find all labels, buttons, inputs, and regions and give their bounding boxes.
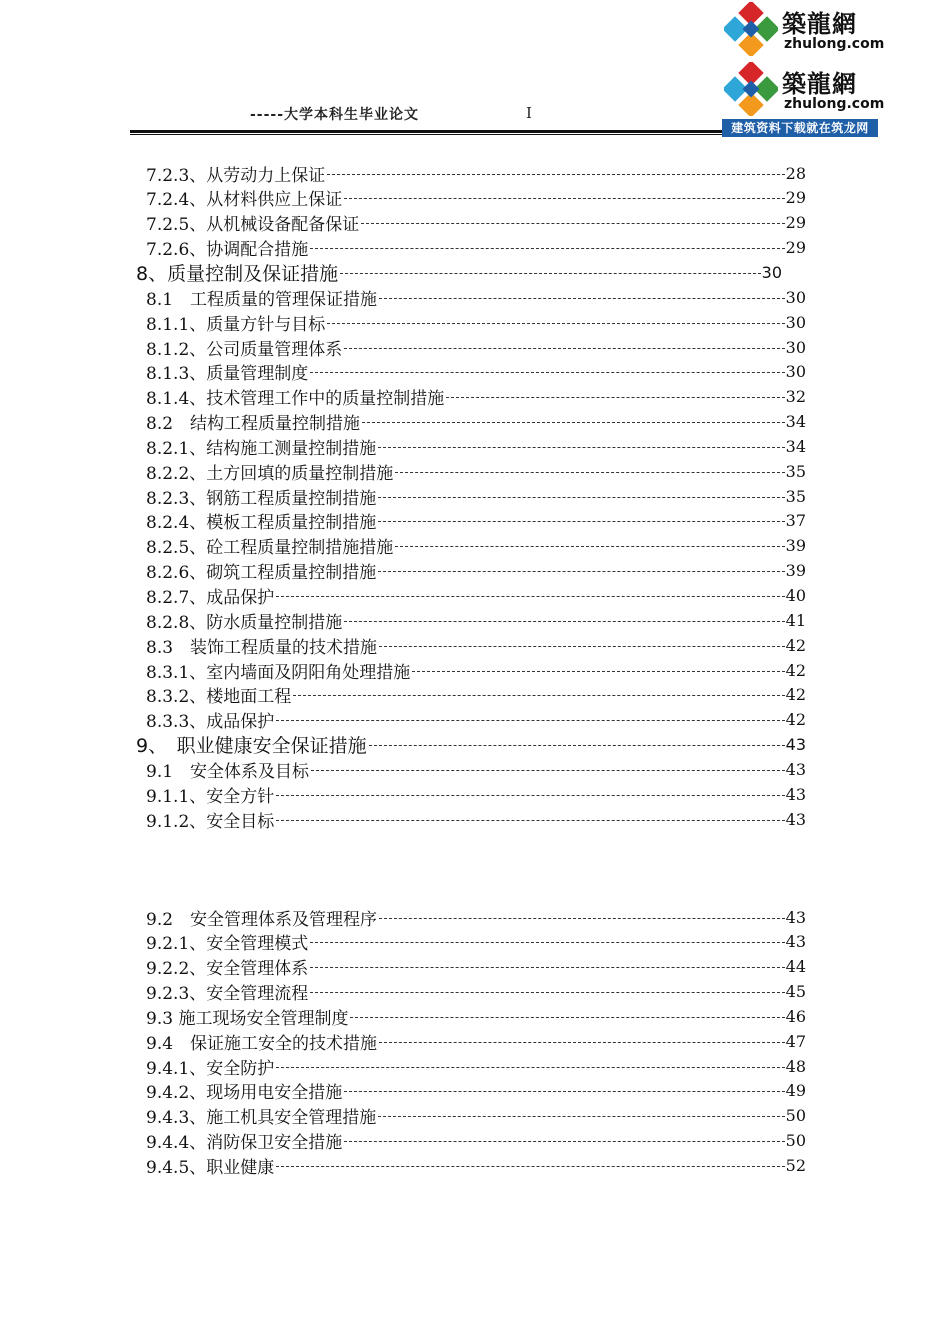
toc-leader-dashes bbox=[379, 1042, 785, 1043]
toc-entry-label: 8、质量控制及保证措施 bbox=[136, 262, 339, 285]
header-title: -----大学本科生毕业论文 bbox=[250, 107, 420, 123]
toc-entry-page: 41 bbox=[785, 610, 806, 630]
toc-entry-label: 8.3.1、室内墙面及阴阳角处理措施 bbox=[146, 662, 411, 683]
toc-entry[interactable] bbox=[146, 1004, 806, 1028]
toc-entry-page: 28 bbox=[785, 163, 806, 183]
toc-entry[interactable] bbox=[146, 955, 806, 979]
zhulong-mark-icon bbox=[724, 62, 778, 116]
toc-leader-dashes bbox=[311, 770, 785, 771]
toc-entry-page: 30 bbox=[785, 337, 806, 357]
toc-leader-dashes bbox=[276, 596, 784, 597]
toc-entry-label: 9.2 安全管理体系及管理程序 bbox=[146, 909, 378, 930]
toc-entry[interactable] bbox=[146, 905, 806, 929]
toc-entry-page: 35 bbox=[785, 486, 806, 506]
toc-entry-page: 34 bbox=[785, 436, 806, 456]
toc-entry[interactable] bbox=[146, 459, 806, 483]
toc-leader-dashes bbox=[361, 223, 784, 224]
zhulong-mark-icon bbox=[724, 2, 778, 56]
toc-entry-label: 7.2.6、协调配合措施 bbox=[146, 240, 309, 261]
toc-entry[interactable] bbox=[146, 1104, 806, 1128]
toc-entry-page: 30 bbox=[785, 362, 806, 382]
toc-entry[interactable] bbox=[146, 608, 806, 632]
toc-entry-page: 46 bbox=[785, 1006, 806, 1026]
toc-entry[interactable] bbox=[146, 807, 806, 831]
toc-entry-page: 43 bbox=[785, 759, 806, 779]
logo-brand-cn: 築龍網 bbox=[782, 70, 857, 98]
toc-entry[interactable] bbox=[146, 335, 806, 359]
toc-leader-dashes bbox=[310, 992, 784, 993]
toc-entry-page: 29 bbox=[785, 213, 806, 233]
toc-entry-page: 50 bbox=[785, 1106, 806, 1126]
toc-entry[interactable] bbox=[146, 161, 806, 185]
toc-entry-label: 8.3.2、楼地面工程 bbox=[146, 687, 292, 708]
toc-entry-page: 47 bbox=[785, 1031, 806, 1051]
toc-entry[interactable] bbox=[146, 708, 806, 732]
toc-entry-page: 29 bbox=[785, 238, 806, 258]
toc-entry-label: 8.1.2、公司质量管理体系 bbox=[146, 339, 343, 360]
toc-entry-label: 9、 职业健康安全保证措施 bbox=[136, 735, 367, 758]
toc-entry[interactable] bbox=[146, 584, 806, 608]
toc-entry[interactable] bbox=[146, 1154, 806, 1178]
toc-entry-label: 8.2.4、模板工程质量控制措施 bbox=[146, 513, 377, 534]
toc-entry-label: 8.2.3、钢筋工程质量控制措施 bbox=[146, 488, 377, 509]
toc-entry-page: 48 bbox=[785, 1056, 806, 1076]
toc-leader-dashes bbox=[276, 1067, 784, 1068]
toc-entry-page: 43 bbox=[785, 735, 806, 755]
toc-entry[interactable] bbox=[146, 559, 806, 583]
toc-entry[interactable] bbox=[146, 360, 806, 384]
logo-banner: 建筑资料下载就在筑龙网 bbox=[722, 119, 878, 137]
toc-entry-label: 8.1.3、质量管理制度 bbox=[146, 364, 309, 385]
toc-entry-page: 39 bbox=[785, 536, 806, 556]
toc-entry[interactable] bbox=[146, 211, 806, 235]
toc-entry[interactable] bbox=[146, 633, 806, 657]
toc-entry-page: 30 bbox=[785, 312, 806, 332]
toc-entry-page: 42 bbox=[785, 635, 806, 655]
toc-leader-dashes bbox=[379, 298, 785, 299]
toc-entry[interactable] bbox=[146, 236, 806, 260]
toc-leader-dashes bbox=[362, 422, 785, 423]
toc-entry-page: 34 bbox=[785, 412, 806, 431]
toc-leader-dashes bbox=[293, 695, 784, 696]
toc-entry-label: 8.1.1、质量方针与目标 bbox=[146, 314, 326, 335]
toc-entry[interactable] bbox=[146, 658, 806, 682]
toc-entry-page: 32 bbox=[785, 387, 806, 407]
toc-entry-page: 44 bbox=[785, 957, 806, 977]
toc-entry-label: 8.1.4、技术管理工作中的质量控制措施 bbox=[146, 389, 445, 410]
toc-entry[interactable] bbox=[146, 385, 806, 409]
toc-entry[interactable] bbox=[136, 733, 806, 757]
toc-entry-label: 8.2.7、成品保护 bbox=[146, 588, 275, 608]
toc-entry-page: 37 bbox=[785, 511, 806, 531]
toc-entry-label: 9.4.5、职业健康 bbox=[146, 1158, 275, 1178]
toc-leader-dashes bbox=[344, 198, 784, 199]
toc-leader-dashes bbox=[276, 720, 784, 721]
toc-leader-dashes bbox=[310, 942, 784, 943]
toc-entry-label: 8.1 工程质量的管理保证措施 bbox=[146, 289, 378, 310]
toc-entry-label: 9.4.4、消防保卫安全措施 bbox=[146, 1133, 343, 1154]
toc-entry-label: 9.4.1、安全防护 bbox=[146, 1058, 275, 1079]
toc-entry-label: 9.2.3、安全管理流程 bbox=[146, 984, 309, 1004]
toc-leader-dashes bbox=[310, 372, 784, 373]
toc-entry-label: 9.4 保证施工安全的技术措施 bbox=[146, 1033, 378, 1054]
toc-entry[interactable] bbox=[146, 1054, 806, 1078]
toc-entry[interactable] bbox=[146, 757, 806, 781]
toc-leader-dashes bbox=[344, 621, 784, 622]
toc-entry-label: 9.1.1、安全方针 bbox=[146, 786, 275, 807]
toc-entry[interactable] bbox=[136, 260, 782, 284]
toc-leader-dashes bbox=[378, 1116, 784, 1117]
toc-entry-label: 7.2.5、从机械设备配备保证 bbox=[146, 215, 360, 236]
toc-entry-label: 8.2.5、砼工程质量控制措施措施 bbox=[146, 538, 394, 559]
toc-leader-dashes bbox=[344, 1091, 784, 1092]
toc-leader-dashes bbox=[379, 646, 785, 647]
toc-leader-dashes bbox=[369, 745, 785, 746]
toc-entry-label: 9.4.2、现场用电安全措施 bbox=[146, 1083, 343, 1104]
header-rule bbox=[130, 130, 722, 135]
toc-entry-label: 9.1 安全体系及目标 bbox=[146, 761, 310, 782]
toc-entry-label: 8.2.2、土方回填的质量控制措施 bbox=[146, 463, 394, 484]
toc-entry-label: 7.2.3、从劳动力上保证 bbox=[146, 165, 326, 186]
toc-leader-dashes bbox=[446, 397, 784, 398]
toc-entry-page: 43 bbox=[785, 907, 806, 927]
toc-entry[interactable] bbox=[146, 534, 806, 558]
zhulong-logo bbox=[722, 60, 885, 118]
toc-entry-page: 49 bbox=[785, 1081, 806, 1101]
toc-entry[interactable] bbox=[146, 1029, 806, 1053]
toc-entry-label: 7.2.4、从材料供应上保证 bbox=[146, 190, 343, 211]
toc-entry-page: 42 bbox=[785, 685, 806, 705]
toc-entry[interactable] bbox=[146, 683, 806, 707]
toc-entry[interactable] bbox=[146, 285, 806, 309]
toc-entry-label: 9.2.1、安全管理模式 bbox=[146, 934, 309, 955]
toc-entry-label: 8.2.8、防水质量控制措施 bbox=[146, 612, 343, 633]
toc-leader-dashes bbox=[395, 546, 784, 547]
toc-entry-page: 30 bbox=[785, 287, 806, 307]
toc-entry-page: 43 bbox=[785, 932, 806, 952]
toc-entry[interactable] bbox=[146, 186, 806, 210]
toc-entry-label: 8.2 结构工程质量控制措施 bbox=[146, 414, 361, 434]
toc-entry-page: 50 bbox=[785, 1131, 806, 1151]
toc-leader-dashes bbox=[344, 1141, 784, 1142]
toc-entry[interactable] bbox=[146, 484, 806, 508]
toc-entry-label: 9.3 施工现场安全管理制度 bbox=[146, 1008, 349, 1029]
toc-leader-dashes bbox=[395, 472, 784, 473]
toc-entry[interactable] bbox=[146, 434, 806, 458]
toc-entry-page: 35 bbox=[785, 461, 806, 481]
toc-entry-page: 42 bbox=[785, 710, 806, 730]
toc-entry-label: 8.3.3、成品保护 bbox=[146, 712, 275, 733]
toc-entry[interactable] bbox=[146, 1079, 806, 1103]
toc-leader-dashes bbox=[378, 447, 784, 448]
logo-brand-cn: 築龍網 bbox=[782, 10, 857, 38]
toc-leader-dashes bbox=[310, 248, 784, 249]
toc-leader-dashes bbox=[378, 521, 784, 522]
zhulong-logo bbox=[722, 0, 885, 58]
toc-leader-dashes bbox=[340, 273, 761, 274]
toc-entry-label: 8.2.6、砌筑工程质量控制措施 bbox=[146, 563, 377, 584]
header-page-number: I bbox=[526, 104, 532, 122]
toc-leader-dashes bbox=[378, 571, 784, 572]
toc-entry-label: 9.4.3、施工机具安全管理措施 bbox=[146, 1108, 377, 1129]
logo-brand-en: zhulong.com bbox=[784, 96, 885, 112]
toc-leader-dashes bbox=[276, 1166, 784, 1167]
toc-leader-dashes bbox=[310, 967, 784, 968]
toc-entry-page: 43 bbox=[785, 809, 806, 829]
toc-entry-page: 43 bbox=[785, 784, 806, 804]
toc-entry-label: 8.2.1、结构施工测量控制措施 bbox=[146, 438, 377, 459]
toc-leader-dashes bbox=[344, 348, 784, 349]
toc-entry[interactable] bbox=[146, 1129, 806, 1153]
toc-entry-page: 45 bbox=[785, 982, 806, 1001]
toc-entry-page: 30 bbox=[761, 262, 782, 282]
toc-entry-page: 42 bbox=[785, 660, 806, 680]
toc-entry[interactable] bbox=[146, 980, 806, 1004]
toc-entry-page: 29 bbox=[785, 188, 806, 208]
toc-entry-label: 8.3 装饰工程质量的技术措施 bbox=[146, 637, 378, 658]
logo-brand-en: zhulong.com bbox=[784, 36, 885, 52]
toc-entry[interactable] bbox=[146, 310, 806, 334]
toc-entry-label: 9.1.2、安全目标 bbox=[146, 811, 275, 832]
toc-entry-page: 40 bbox=[785, 586, 806, 605]
toc-entry[interactable] bbox=[146, 509, 806, 533]
toc-leader-dashes bbox=[379, 918, 785, 919]
toc-entry[interactable] bbox=[146, 782, 806, 806]
toc-leader-dashes bbox=[276, 820, 784, 821]
toc-entry[interactable] bbox=[146, 930, 806, 954]
toc-entry-page: 39 bbox=[785, 561, 806, 581]
toc-leader-dashes bbox=[412, 671, 784, 672]
toc-leader-dashes bbox=[378, 497, 784, 498]
toc-leader-dashes bbox=[327, 323, 784, 324]
toc-entry-label: 9.2.2、安全管理体系 bbox=[146, 959, 309, 980]
toc-leader-dashes bbox=[276, 795, 784, 796]
toc-leader-dashes bbox=[327, 174, 784, 175]
toc-entry-page: 52 bbox=[785, 1156, 806, 1175]
toc-leader-dashes bbox=[350, 1017, 784, 1018]
toc-entry[interactable] bbox=[146, 410, 806, 434]
